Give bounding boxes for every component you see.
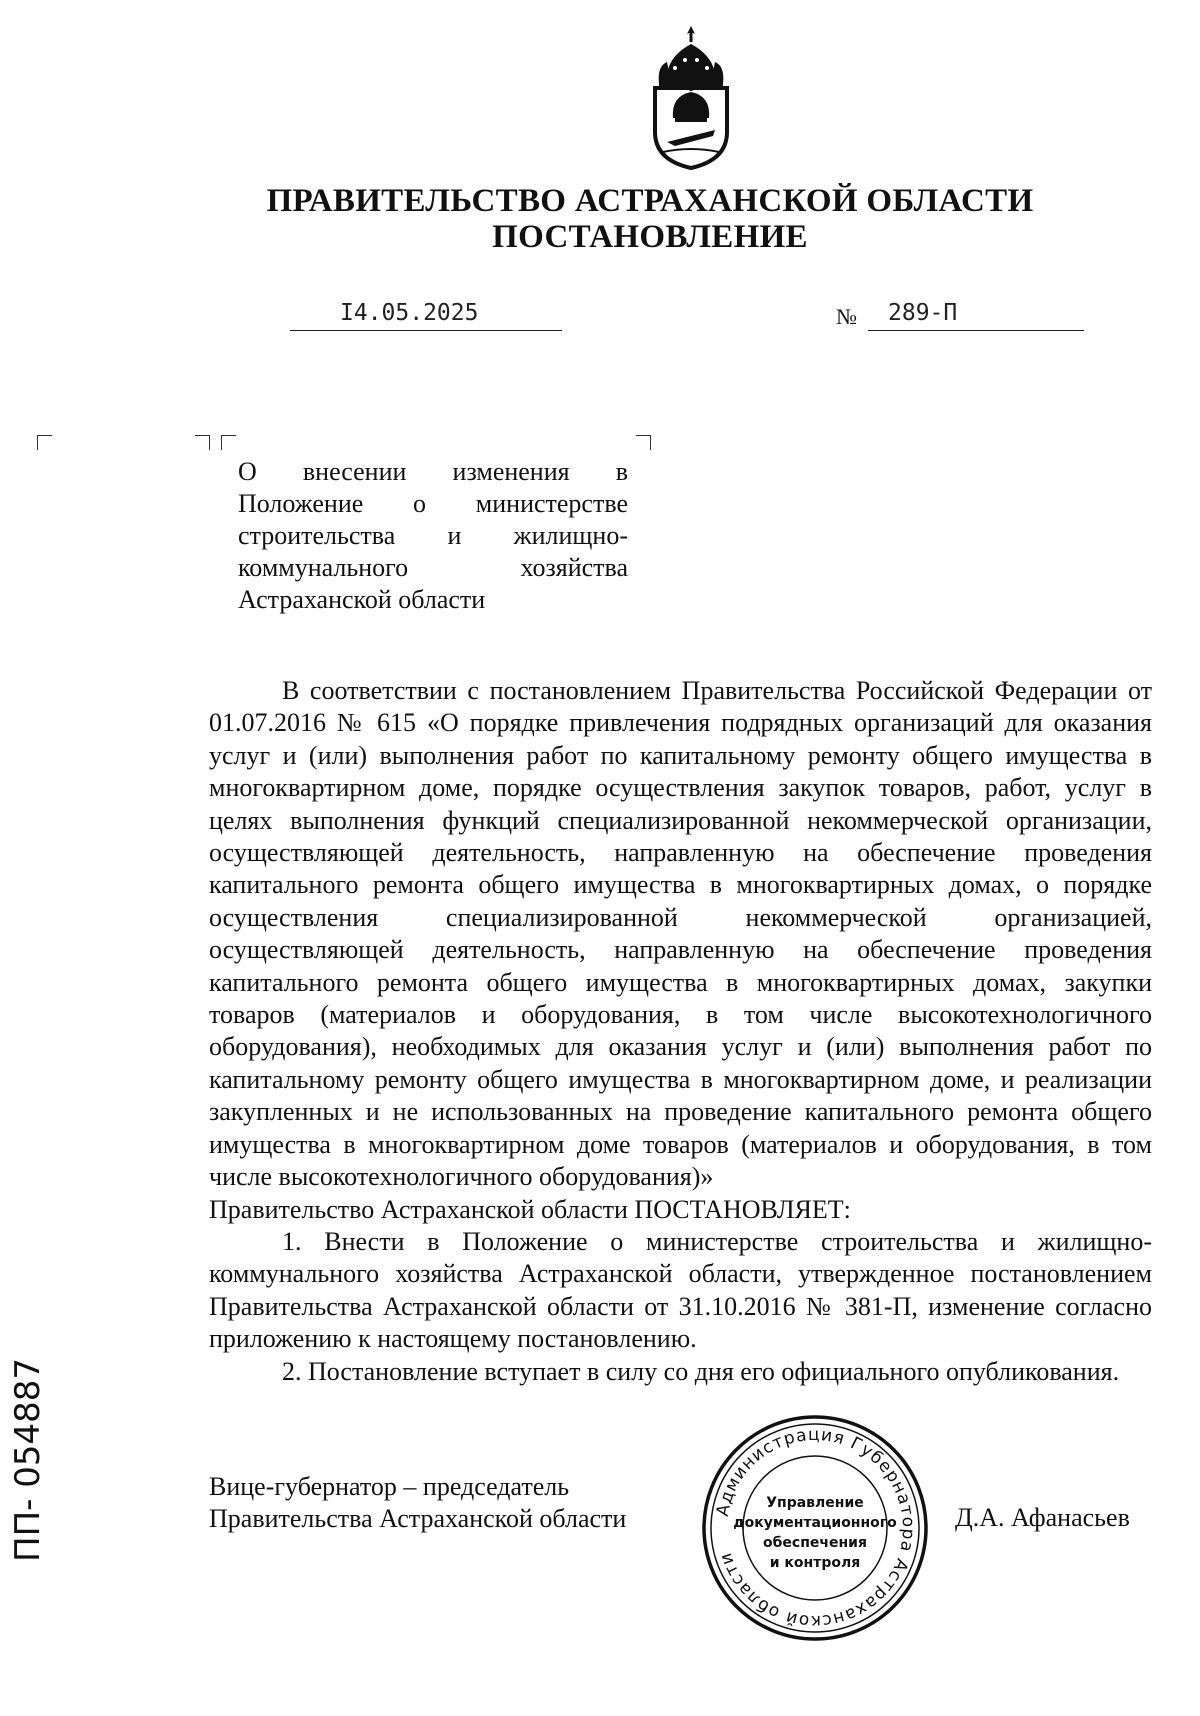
- stamp-line: обеспечения: [763, 1535, 867, 1551]
- corner-mark: [37, 435, 52, 450]
- registration-number: ПП- 054887: [8, 1358, 48, 1562]
- official-stamp: [700, 1413, 930, 1643]
- body-paragraph: В соответствии с постановлением Правительства Российской Федерации от 01.07.2016 № 615 «О порядке привлечения подрядных организаций для оказания услуг и (или) выполнения работ по капитальному ремонту общего имущества в многоквартирном доме, порядке осуществления закупок товаров, работ, услуг в целях выполнения функций специализированной некоммерческой организации, осуществляющей деятельность, направленную на обеспечение проведения капитального ремонта общего имущества в многоквартирных домах, о порядке осуществления специализированной некоммерческой организацией, осуществляющей деятельность, направленную на обеспечение проведения капитального ремонта общего имущества в многоквартирных домах, закупки товаров (материалов и оборудования, в том числе высокотехнологичного оборудования), необходимых для оказания услуг и (или) выполнения работ по капитальному ремонту общего имущества в многоквартирном доме, и реализации закупленных и не использованных на проведение капитального ремонта общего имущества в многоквартирном доме товаров (материалов и оборудования, в том числе высокотехнологичного оборудования)»: [209, 676, 1152, 1192]
- body-paragraph: 2. Постановление вступает в силу со дня его официального опубликования.: [282, 1356, 1120, 1386]
- corner-mark: [195, 435, 210, 450]
- document-body: [209, 675, 1152, 1388]
- stamp-line: и контроля: [769, 1555, 861, 1571]
- corner-mark: [221, 435, 236, 450]
- signatory-role: [209, 1471, 626, 1535]
- stamp-ring-text: Администрация Губернатора Астраханской области: [712, 1424, 919, 1632]
- corner-mark: [636, 435, 651, 450]
- number-field: [868, 300, 1084, 331]
- date-field: [290, 300, 562, 331]
- body-paragraph: 1. Внести в Положение о министерстве строительства и жилищно-коммунального хозяйства Астраханской области, утвержденное постановлением Правительства Астраханской области от 31.10.2016 № 381-П, изменение согласно приложению к настоящему постановлению.: [209, 1226, 1152, 1354]
- number-label: №: [836, 304, 857, 329]
- government-title: ПРАВИТЕЛЬСТВО АСТРАХАНСКОЙ ОБЛАСТИ: [266, 183, 1034, 219]
- stamp-line: Управление: [766, 1495, 864, 1511]
- signatory-name: Д.А. Афанасьев: [955, 1503, 1130, 1532]
- document-number: 289-П: [888, 300, 958, 326]
- document-date: I4.05.2025: [340, 300, 479, 326]
- document-subject: О внесении изменения в Положение о министерстве строительства и жилищно-коммунального хозяйства Астраханской области: [238, 457, 628, 614]
- coat-of-arms-emblem: [645, 22, 737, 172]
- signatory-role-line: Правительства Астраханской области: [209, 1504, 627, 1533]
- signatory-role-line: Вице-губернатор – председатель: [209, 1472, 570, 1501]
- stamp-line: документационного: [733, 1515, 897, 1531]
- resolution-line: Правительство Астраханской области ПОСТАНОВЛЯЕТ:: [209, 1194, 851, 1224]
- document-type-title: ПОСТАНОВЛЕНИЕ: [492, 219, 808, 255]
